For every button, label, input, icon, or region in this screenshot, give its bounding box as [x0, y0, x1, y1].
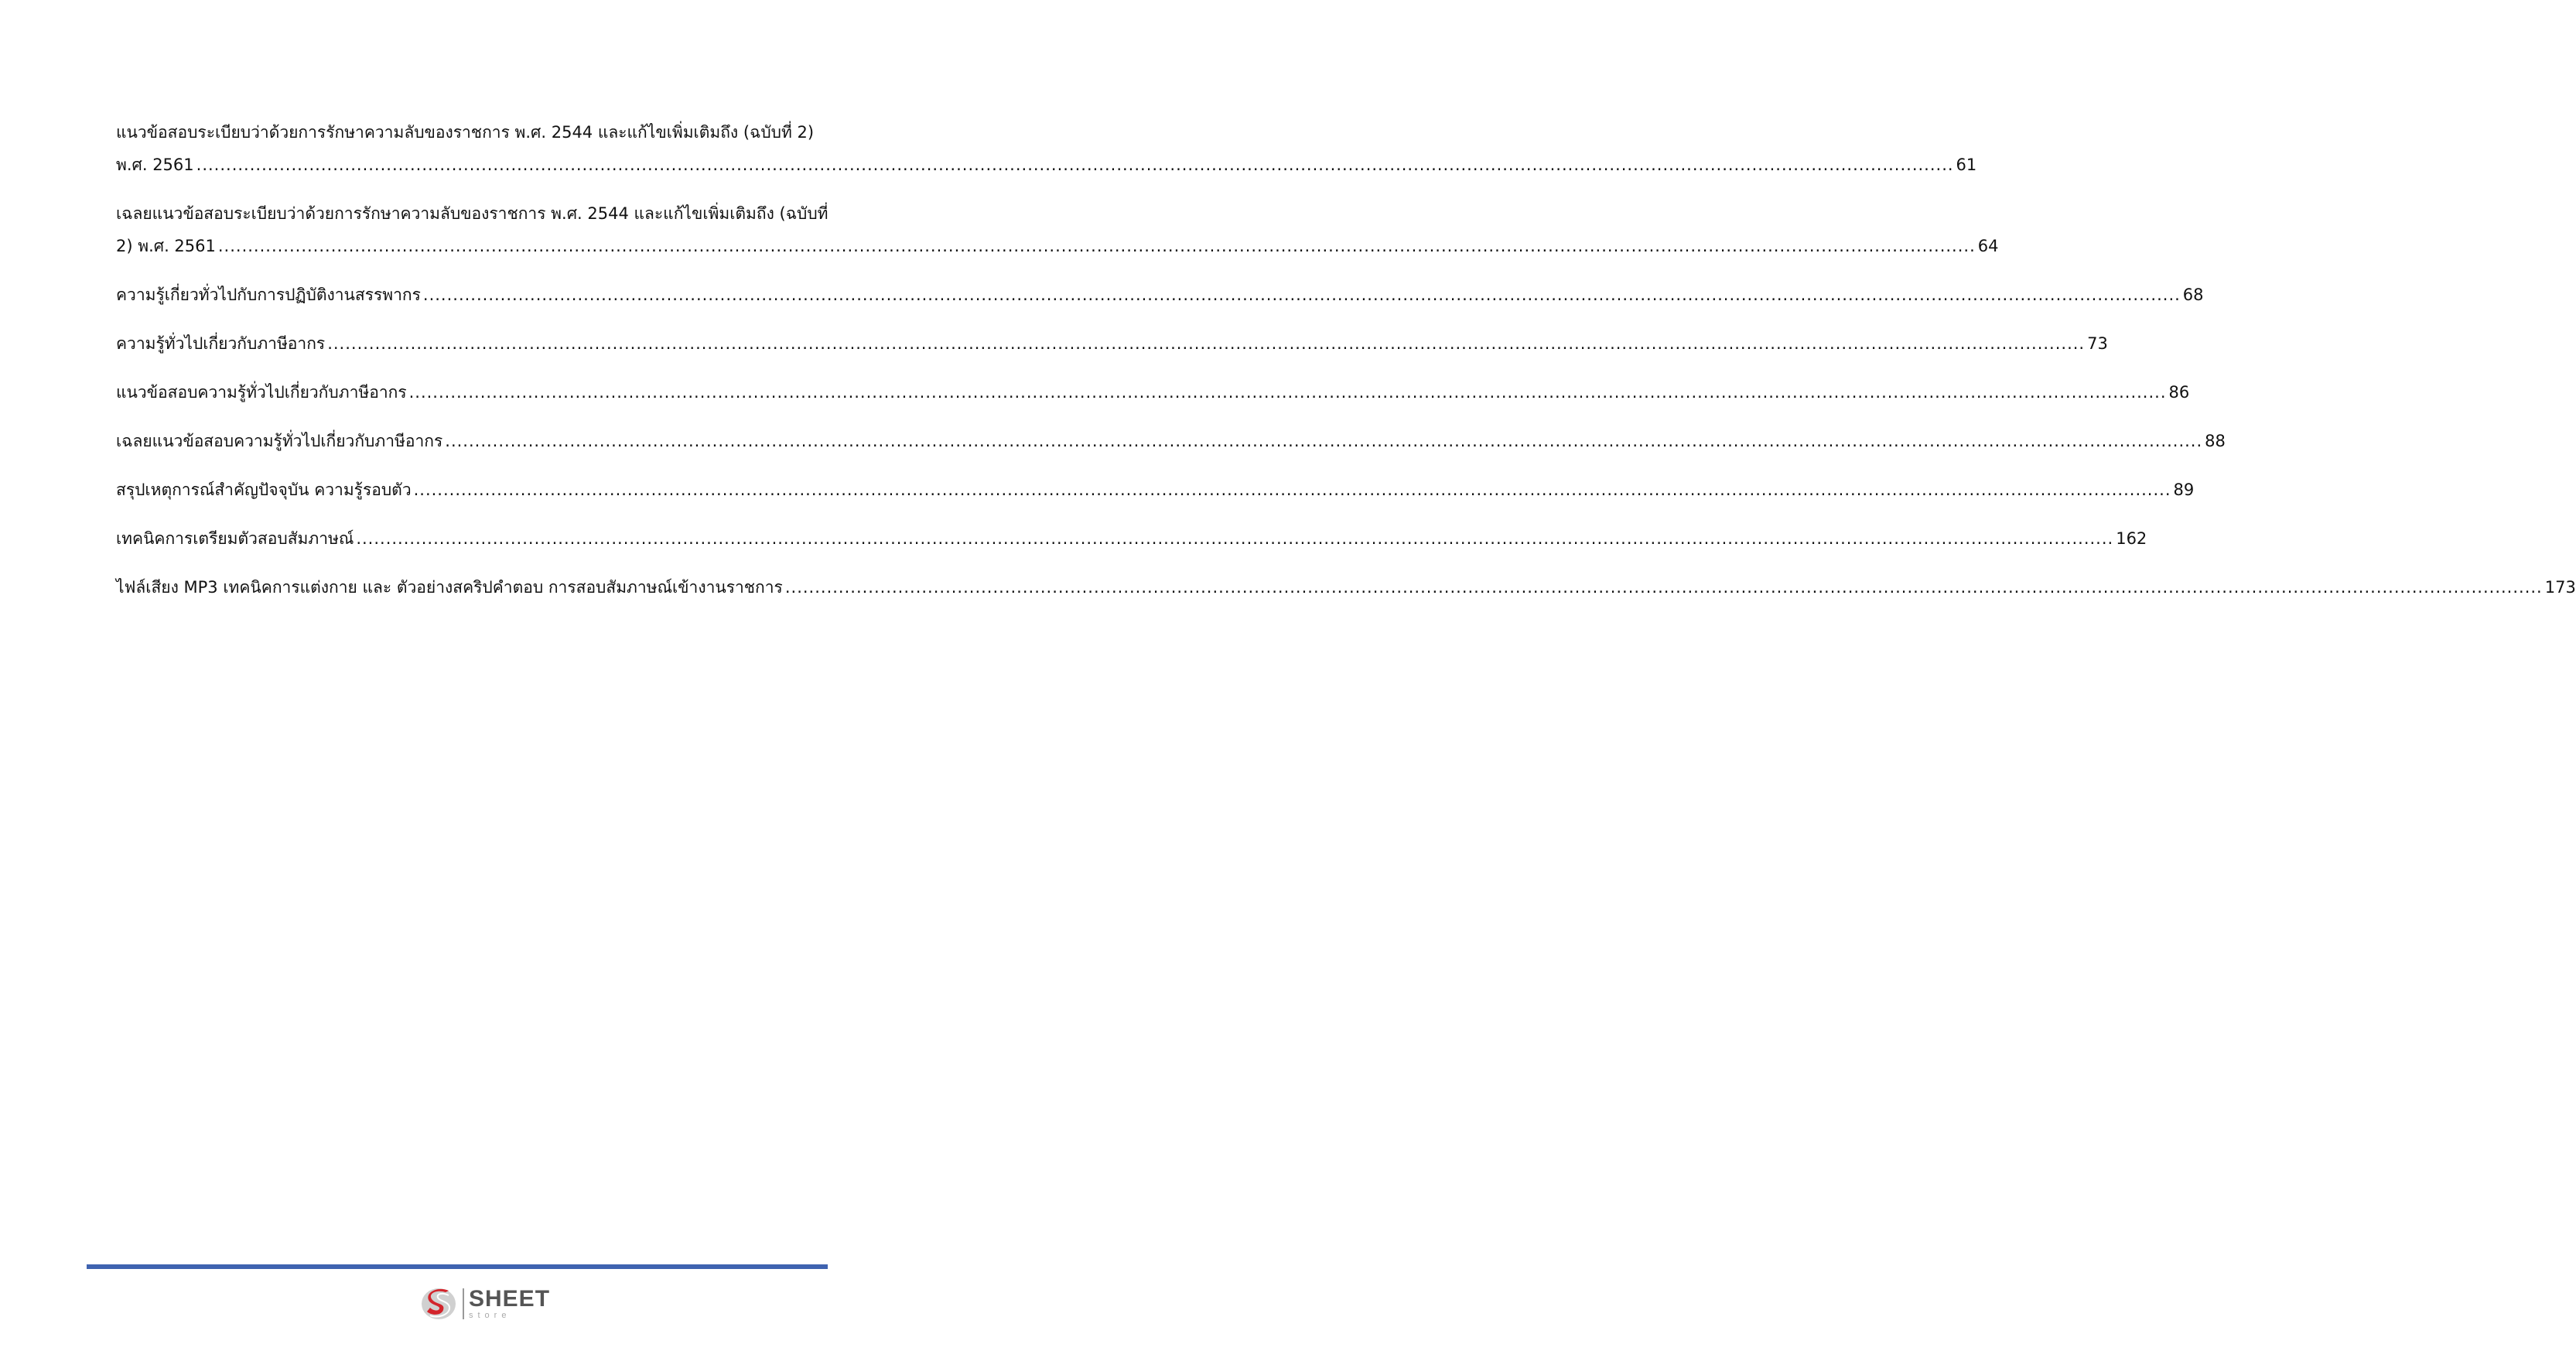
toc-leader-dots [785, 571, 2543, 604]
footer-divider [87, 1264, 828, 1269]
toc-page-number: 68 [2182, 286, 2204, 304]
toc-leader-dots [409, 376, 2167, 409]
toc-page-number: 89 [2173, 481, 2195, 499]
toc-leader-dots [327, 327, 2085, 360]
toc-entry-title: เฉลยแนวข้อสอบความรู้ทั่วไปเกี่ยวกับภาษีอากร [116, 432, 443, 450]
toc-entry[interactable] [116, 116, 1977, 181]
toc-entry[interactable] [116, 425, 2226, 457]
sheet-store-logo-icon [419, 1284, 458, 1323]
toc-page-number: 162 [2116, 529, 2147, 548]
toc-page-number: 64 [1977, 237, 1999, 255]
toc-entry-title: 2) พ.ศ. 2561 [116, 237, 216, 255]
toc-page-number: 88 [2205, 432, 2226, 450]
toc-page-number: 86 [2168, 383, 2190, 402]
toc-leader-dots [445, 425, 2202, 457]
toc-entry-title-line: เฉลยแนวข้อสอบระเบียบว่าด้วยการรักษาความลับของราชการ พ.ศ. 2544 และแก้ไขเพิ่มเติมถึง (ฉบับที่ [116, 204, 828, 223]
toc-leader-dots [218, 230, 1976, 262]
toc-page-number: 61 [1956, 156, 1977, 174]
toc-leader-dots [414, 474, 2171, 506]
toc-page-number: 173 [2544, 578, 2576, 597]
logo-separator [463, 1288, 464, 1319]
logo-wordmark: SHEET [469, 1286, 551, 1312]
logo-subtitle: store [469, 1311, 511, 1320]
toc-entry-title: สรุปเหตุการณ์สำคัญปัจจุบัน ความรู้รอบตัว [116, 481, 412, 499]
toc-entry[interactable] [116, 279, 2204, 311]
sheet-store-logo [419, 1284, 550, 1323]
toc-entry[interactable] [116, 327, 2108, 360]
toc-entry[interactable] [116, 571, 2576, 604]
toc-entry-title: แนวข้อสอบความรู้ทั่วไปเกี่ยวกับภาษีอากร [116, 383, 407, 402]
toc-entry-title: เทคนิคการเตรียมตัวสอบสัมภาษณ์ [116, 529, 354, 548]
toc-page-number: 73 [2087, 334, 2108, 353]
table-of-contents [116, 116, 2576, 620]
toc-entry-title: พ.ศ. 2561 [116, 156, 194, 174]
toc-entry-title: ความรู้เกี่ยวทั่วไปกับการปฏิบัติงานสรรพากร [116, 286, 421, 304]
toc-entry[interactable] [116, 376, 2190, 409]
toc-leader-dots [356, 522, 2113, 555]
toc-leader-dots [423, 279, 2181, 311]
toc-entry[interactable] [116, 522, 2147, 555]
toc-entry[interactable] [116, 474, 2195, 506]
toc-entry-title: ความรู้ทั่วไปเกี่ยวกับภาษีอากร [116, 334, 326, 353]
toc-entry-title-line: แนวข้อสอบระเบียบว่าด้วยการรักษาความลับของราชการ พ.ศ. 2544 และแก้ไขเพิ่มเติมถึง (ฉบับที่ 2) [116, 123, 815, 142]
toc-leader-dots [196, 149, 1954, 181]
toc-entry[interactable] [116, 197, 1999, 262]
toc-entry-title: ไฟล์เสียง MP3 เทคนิคการแต่งกาย และ ตัวอย่างสคริปคำตอบ การสอบสัมภาษณ์เข้างานราชการ [116, 578, 783, 597]
